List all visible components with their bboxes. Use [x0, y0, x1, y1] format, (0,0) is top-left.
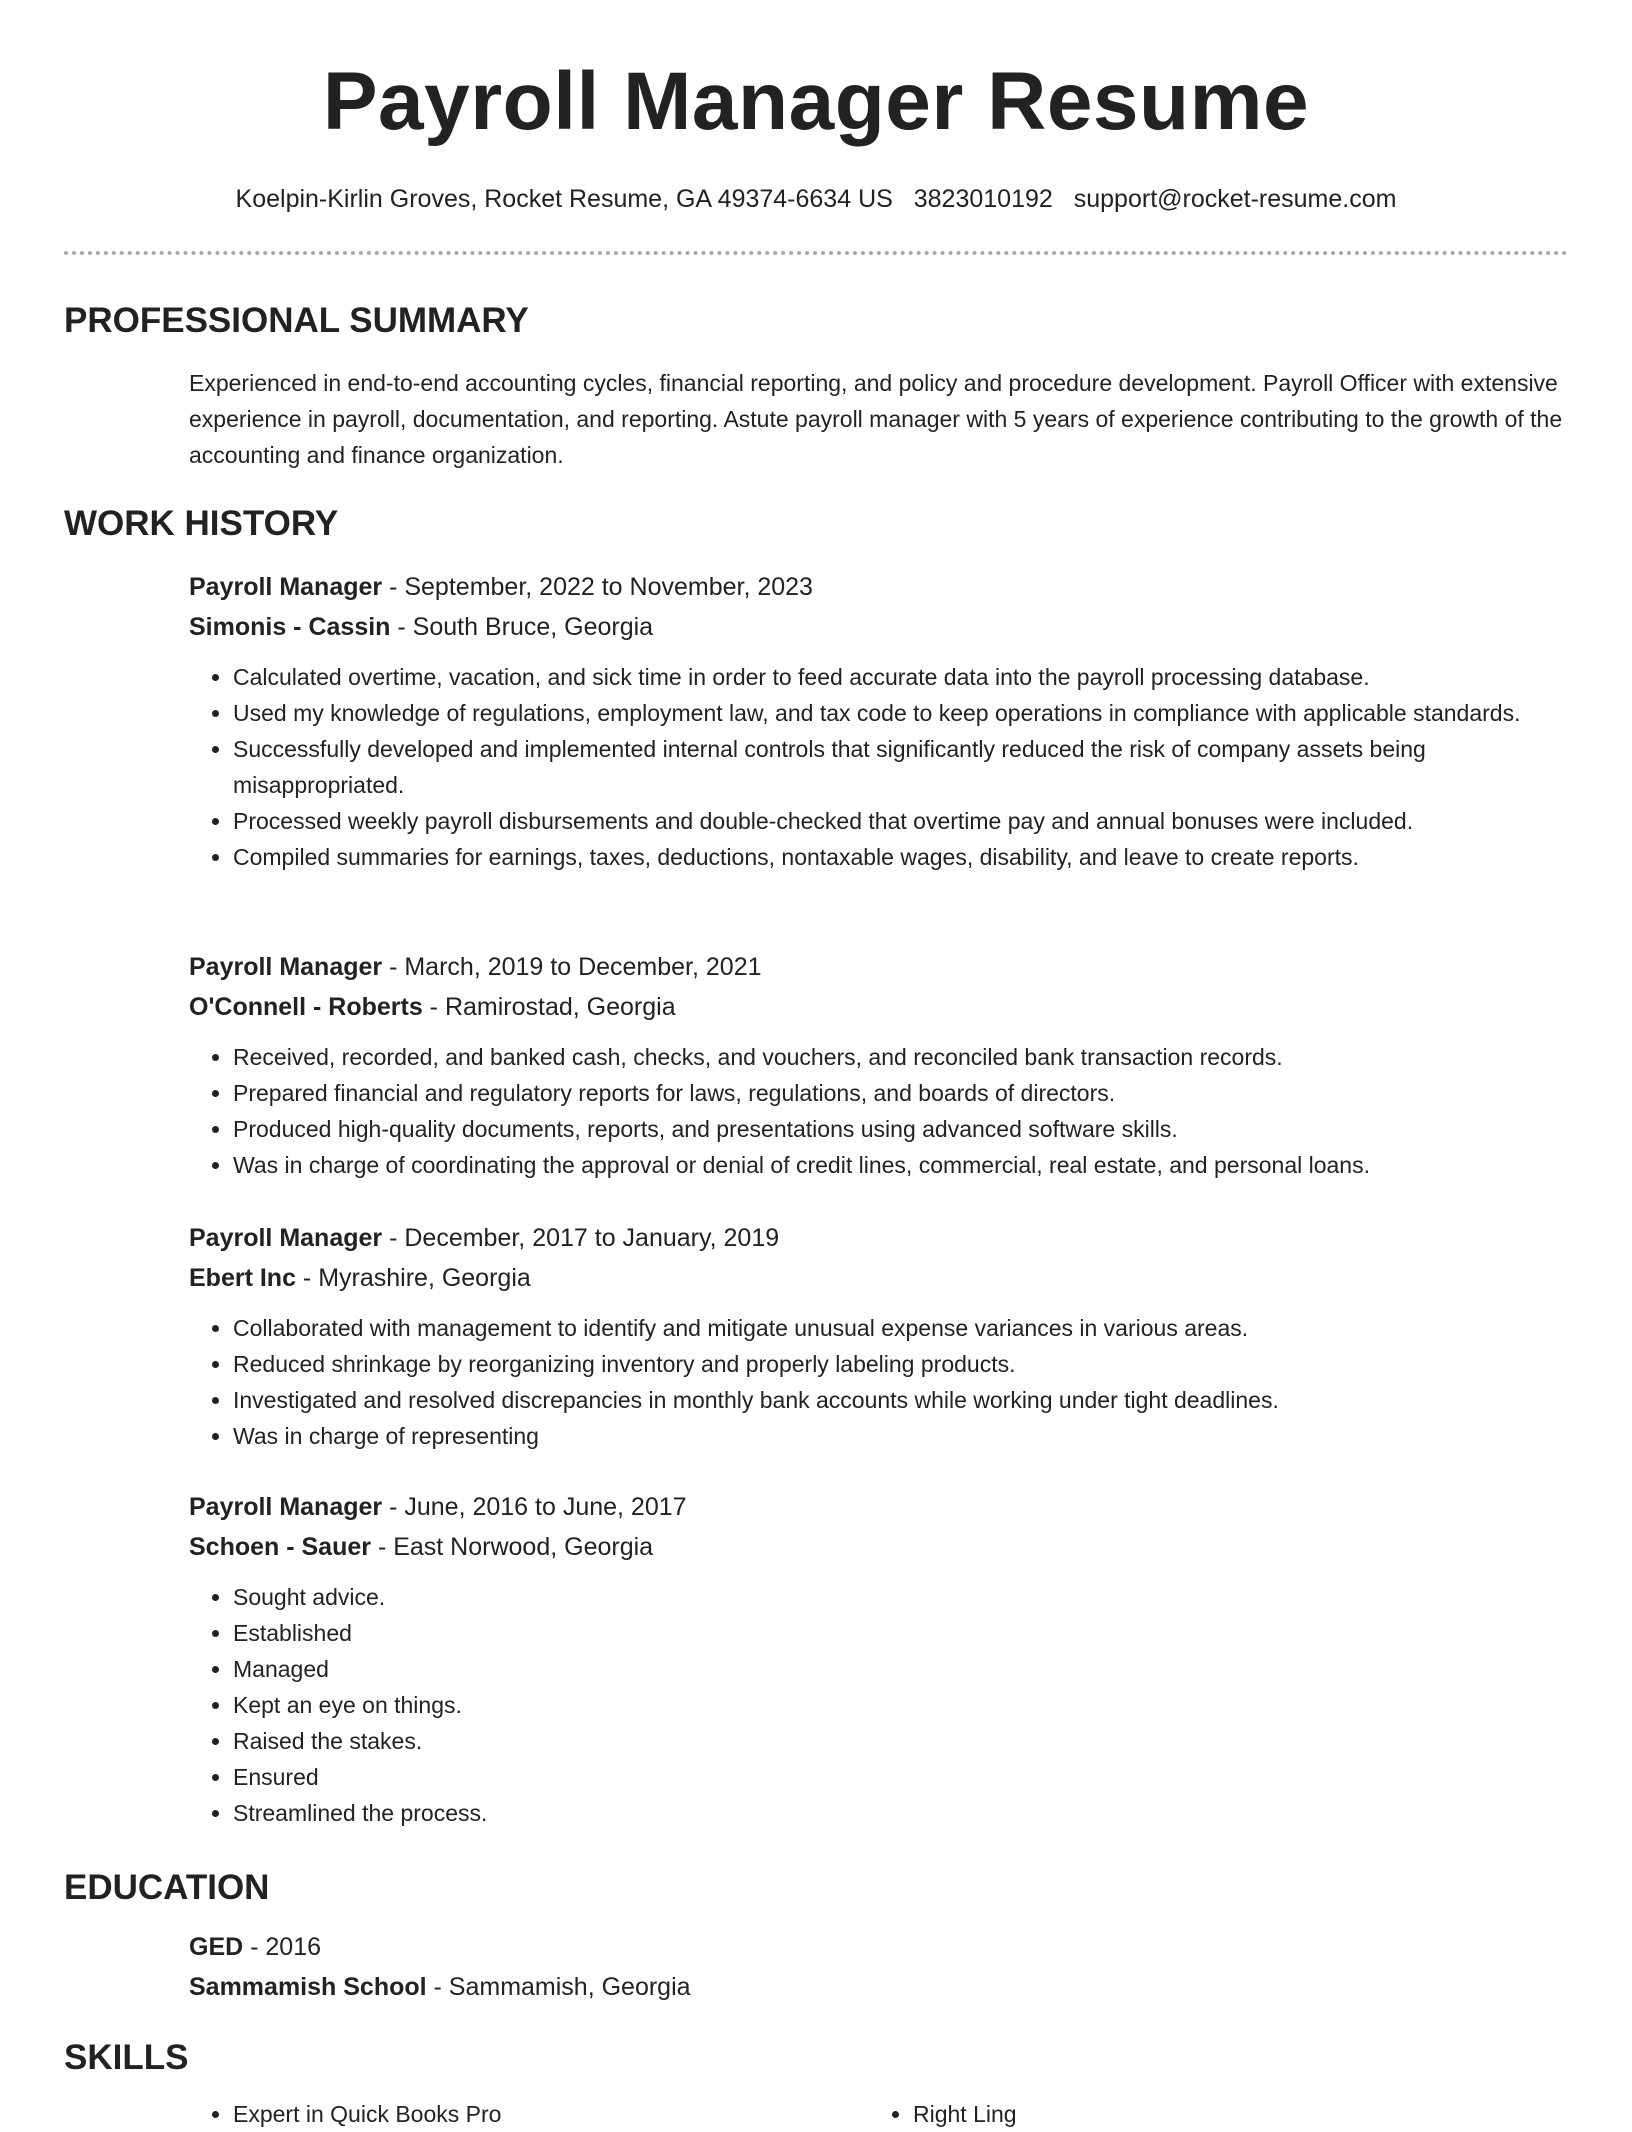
job-company: Schoen - Sauer — [189, 1533, 371, 1561]
list-item: • Processed weekly payroll disbursements and double-checked that overtime pay and annual bonuses were included. — [233, 803, 1569, 839]
list-item: • Established — [233, 1615, 1569, 1651]
list-item: • Produced high-quality documents, reports, and presentations using advanced software skills. — [233, 1111, 1569, 1147]
list-item: • Managed — [233, 1651, 1569, 1687]
job-title-line — [189, 947, 1569, 987]
education-year: - 2016 — [243, 1933, 322, 1961]
job-bullets — [189, 1310, 1569, 1454]
contact-address: Koelpin-Kirlin Groves, Rocket Resume, GA 49374-6634 US — [235, 185, 893, 213]
list-item: • Was in charge of representing — [233, 1418, 1569, 1454]
job-company-line — [189, 1258, 1569, 1298]
section-heading-skills: SKILLS — [64, 2038, 189, 2077]
list-item: • Investigated and resolved discrepancies in monthly bank accounts while working under tight deadlines. — [233, 1382, 1569, 1418]
list-item: • Sought advice. — [233, 1579, 1569, 1615]
job-title-line — [189, 1487, 1569, 1527]
list-item: • Used my knowledge of regulations, employment law, and tax code to keep operations in compliance with applicable standards. — [233, 695, 1569, 731]
job-dates: - June, 2016 to June, 2017 — [382, 1493, 687, 1521]
skills-column-left — [189, 2096, 849, 2132]
education-location: - Sammamish, Georgia — [426, 1973, 691, 2001]
job-bullets — [189, 659, 1569, 875]
list-item: • Streamlined the process. — [233, 1795, 1569, 1831]
job-bullets — [189, 1579, 1569, 1831]
job-entry — [189, 947, 1569, 1183]
list-item: • Was in charge of coordinating the approval or denial of credit lines, commercial, real estate, and personal loans. — [233, 1147, 1569, 1183]
job-location: - Myrashire, Georgia — [295, 1264, 531, 1292]
job-entry — [189, 1218, 1569, 1454]
list-item: • Successfully developed and implemented internal controls that significantly reduced the risk of company assets being misappropriated. — [233, 731, 1569, 803]
job-title-line — [189, 567, 1569, 607]
job-title: Payroll Manager — [189, 1224, 383, 1252]
education-school-line — [189, 1967, 1569, 2007]
contact-email: support@rocket-resume.com — [1073, 185, 1397, 213]
job-dates: - December, 2017 to January, 2019 — [382, 1224, 780, 1252]
list-item: • Kept an eye on things. — [233, 1687, 1569, 1723]
job-location: - East Norwood, Georgia — [371, 1533, 654, 1561]
contact-phone: 3823010192 — [913, 185, 1053, 213]
section-heading-work-history: WORK HISTORY — [64, 504, 339, 543]
skill-item: • Expert in Quick Books Pro — [233, 2096, 849, 2132]
list-item: • Received, recorded, and banked cash, checks, and vouchers, and reconciled bank transaction records. — [233, 1039, 1569, 1075]
job-location: - South Bruce, Georgia — [390, 613, 654, 641]
job-dates: - September, 2022 to November, 2023 — [382, 573, 813, 601]
education-school: Sammamish School — [189, 1973, 427, 2001]
skills-column-right — [869, 2096, 1529, 2132]
skills-list — [189, 2096, 1569, 2126]
job-bullets — [189, 1039, 1569, 1183]
list-item: • Prepared financial and regulatory reports for laws, regulations, and boards of directors. — [233, 1075, 1569, 1111]
list-item: • Collaborated with management to identify and mitigate unusual expense variances in various areas. — [233, 1310, 1569, 1346]
header-divider — [64, 251, 1568, 255]
list-item: • Ensured — [233, 1759, 1569, 1795]
section-heading-education: EDUCATION — [64, 1868, 270, 1907]
job-company-line — [189, 607, 1569, 647]
education-degree: GED — [189, 1933, 244, 1961]
job-title: Payroll Manager — [189, 1493, 383, 1521]
job-company-line — [189, 1527, 1569, 1567]
job-title: Payroll Manager — [189, 573, 383, 601]
job-title-line — [189, 1218, 1569, 1258]
list-item: • Raised the stakes. — [233, 1723, 1569, 1759]
contact-line — [0, 182, 1632, 216]
page-title: Payroll Manager Resume — [322, 56, 1310, 147]
job-company-line — [189, 987, 1569, 1027]
job-entry — [189, 567, 1569, 875]
list-item: • Reduced shrinkage by reorganizing inventory and properly labeling products. — [233, 1346, 1569, 1382]
skill-item: • Right Ling — [913, 2096, 1529, 2132]
job-company: Ebert Inc — [189, 1264, 296, 1292]
job-location: - Ramirostad, Georgia — [422, 993, 676, 1021]
education-degree-line — [189, 1927, 1569, 1967]
job-title: Payroll Manager — [189, 953, 383, 981]
section-heading-summary: PROFESSIONAL SUMMARY — [64, 301, 529, 340]
education-entry — [189, 1927, 1569, 2007]
list-item: • Compiled summaries for earnings, taxes, deductions, nontaxable wages, disability, and leave to create reports. — [233, 839, 1569, 875]
job-company: O'Connell - Roberts — [189, 993, 423, 1021]
list-item: • Calculated overtime, vacation, and sick time in order to feed accurate data into the payroll processing database. — [233, 659, 1569, 695]
summary-text: Experienced in end-to-end accounting cycles, financial reporting, and policy and procedure development. Payroll Officer with extensive experience in payroll, documentation, and reporting. Astute payroll manager with 5 years of experience contributing to the growth of the accounting and finance organization. — [189, 370, 1563, 468]
job-company: Simonis - Cassin — [189, 613, 391, 641]
job-entry — [189, 1487, 1569, 1831]
job-dates: - March, 2019 to December, 2021 — [382, 953, 762, 981]
